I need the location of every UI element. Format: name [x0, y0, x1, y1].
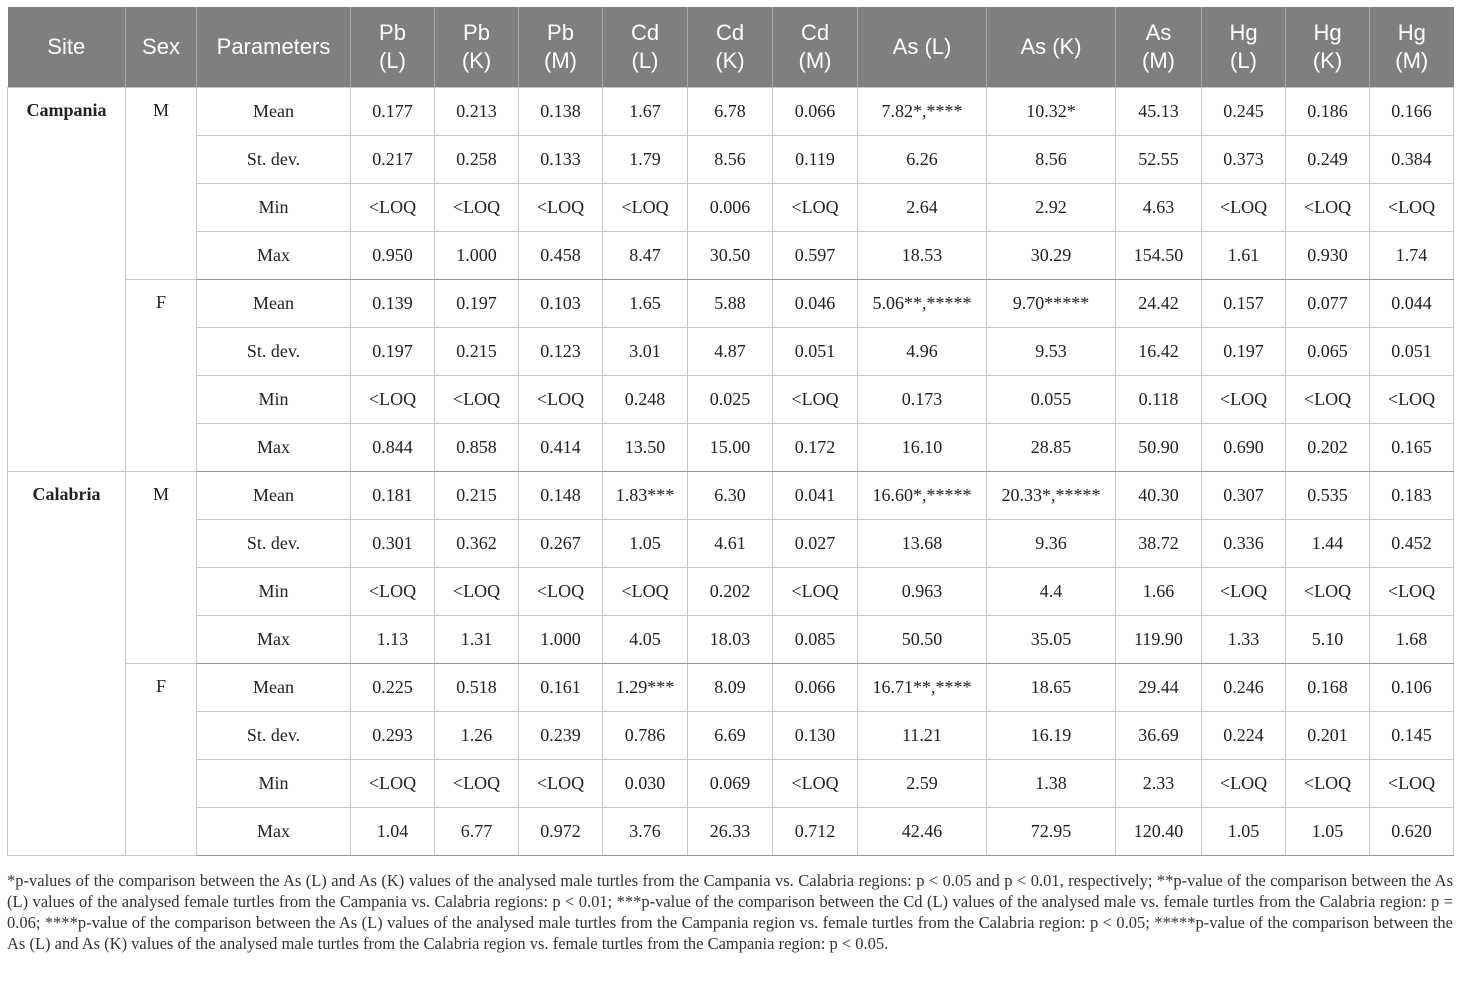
column-header	[197, 7, 351, 88]
value-cell: 0.225	[351, 664, 435, 712]
column-header-label: (M)	[544, 48, 577, 73]
table-row	[8, 376, 1454, 424]
column-header-label: (L)	[1230, 48, 1257, 73]
column-header-label: As (L)	[892, 34, 952, 59]
value-cell: 0.046	[773, 280, 858, 328]
sex-cell: M	[126, 88, 197, 280]
value-cell: 6.69	[688, 712, 773, 760]
parameter-cell: Min	[197, 376, 351, 424]
column-header-label: (K)	[1312, 48, 1343, 73]
column-header-label: Hg	[1397, 20, 1426, 45]
sex-cell: M	[126, 472, 197, 664]
parameter-cell: Mean	[197, 88, 351, 136]
value-cell: 30.29	[987, 232, 1116, 280]
value-cell: 2.92	[987, 184, 1116, 232]
value-cell: 0.712	[773, 808, 858, 856]
site-cell: Campania	[8, 88, 126, 472]
value-cell: 26.33	[688, 808, 773, 856]
value-cell: 16.10	[858, 424, 987, 472]
value-cell: 0.106	[1370, 664, 1454, 712]
column-header-label: (M)	[798, 48, 832, 73]
value-cell: <LOQ	[1202, 184, 1286, 232]
value-cell: 0.858	[435, 424, 519, 472]
value-cell: 0.118	[1116, 376, 1202, 424]
value-cell: 29.44	[1116, 664, 1202, 712]
value-cell: 24.42	[1116, 280, 1202, 328]
value-cell: 30.50	[688, 232, 773, 280]
value-cell: 0.452	[1370, 520, 1454, 568]
value-cell: 1.68	[1370, 616, 1454, 664]
value-cell: <LOQ	[519, 184, 603, 232]
value-cell: 1.05	[1286, 808, 1370, 856]
value-cell: <LOQ	[603, 184, 688, 232]
value-cell: 8.09	[688, 664, 773, 712]
column-header	[519, 7, 603, 88]
value-cell: 0.119	[773, 136, 858, 184]
value-cell: 8.56	[987, 136, 1116, 184]
value-cell: 4.61	[688, 520, 773, 568]
column-header	[1286, 7, 1370, 88]
value-cell: <LOQ	[1202, 376, 1286, 424]
value-cell: 38.72	[1116, 520, 1202, 568]
value-cell: 0.362	[435, 520, 519, 568]
value-cell: 28.85	[987, 424, 1116, 472]
value-cell: 0.249	[1286, 136, 1370, 184]
value-cell: 0.258	[435, 136, 519, 184]
value-cell: 0.157	[1202, 280, 1286, 328]
value-cell: 1.33	[1202, 616, 1286, 664]
value-cell: 16.71**,****	[858, 664, 987, 712]
value-cell: 1.31	[435, 616, 519, 664]
value-cell: <LOQ	[1286, 568, 1370, 616]
value-cell: <LOQ	[435, 376, 519, 424]
parameter-cell: Mean	[197, 280, 351, 328]
value-cell: 0.690	[1202, 424, 1286, 472]
value-cell: 0.267	[519, 520, 603, 568]
value-cell: 0.224	[1202, 712, 1286, 760]
column-header	[1202, 7, 1286, 88]
value-cell: 1.05	[1202, 808, 1286, 856]
column-header	[858, 7, 987, 88]
value-cell: 0.301	[351, 520, 435, 568]
value-cell: 1.26	[435, 712, 519, 760]
column-header-label: Hg	[1313, 20, 1342, 45]
value-cell: 1.66	[1116, 568, 1202, 616]
parameter-cell: Min	[197, 568, 351, 616]
value-cell: 0.041	[773, 472, 858, 520]
value-cell: 9.36	[987, 520, 1116, 568]
value-cell: 0.027	[773, 520, 858, 568]
value-cell: 35.05	[987, 616, 1116, 664]
value-cell: 0.786	[603, 712, 688, 760]
column-header-label: Site	[47, 34, 86, 59]
value-cell: 4.63	[1116, 184, 1202, 232]
table-row	[8, 136, 1454, 184]
table-footnote: *p-values of the comparison between the As (L) and As (K) values of the analysed male turtles from the Campania vs. Calabria regions: p < 0.05 and p < 0.01, respectively; **p-value of the comparison between the As (L) values of the analysed female turtles from the Campania vs. Calabria regions: p < 0.01; ***p-value of the comparison between the Cd (L) values of the analysed male vs. female turtles from the Calabria region: p = 0.06; ****p-value of the comparison between the As (L) values of the analysed male turtles from the Campania region vs. female turtles from the Calabria region: p < 0.05; *****p-value of the comparison between the As (L) and As (K) values of the analysed male turtles from the Calabria region vs. female turtles from the Campania region: p < 0.05.	[7, 871, 1453, 953]
value-cell: <LOQ	[435, 568, 519, 616]
value-cell: 0.535	[1286, 472, 1370, 520]
value-cell: 7.82*,****	[858, 88, 987, 136]
table-row	[8, 328, 1454, 376]
value-cell: 2.64	[858, 184, 987, 232]
table-row	[8, 568, 1454, 616]
column-header-label: (K)	[461, 48, 492, 73]
value-cell: 0.458	[519, 232, 603, 280]
value-cell: 0.168	[1286, 664, 1370, 712]
value-cell: <LOQ	[1370, 568, 1454, 616]
column-header	[603, 7, 688, 88]
value-cell: 0.597	[773, 232, 858, 280]
value-cell: 40.30	[1116, 472, 1202, 520]
value-cell: <LOQ	[1370, 184, 1454, 232]
value-cell: 0.963	[858, 568, 987, 616]
column-header-label: As (K)	[1020, 34, 1082, 59]
value-cell: 0.215	[435, 328, 519, 376]
parameter-cell: Max	[197, 808, 351, 856]
table-row	[8, 280, 1454, 328]
value-cell: 0.373	[1202, 136, 1286, 184]
parameter-cell: Max	[197, 616, 351, 664]
column-header	[435, 7, 519, 88]
table-row	[8, 808, 1454, 856]
value-cell: 13.50	[603, 424, 688, 472]
column-header	[987, 7, 1116, 88]
value-cell: 0.138	[519, 88, 603, 136]
value-cell: 1.61	[1202, 232, 1286, 280]
column-header-label: Sex	[142, 34, 180, 59]
parameter-cell: Min	[197, 184, 351, 232]
value-cell: 45.13	[1116, 88, 1202, 136]
header-row	[8, 7, 1454, 88]
value-cell: 20.33*,*****	[987, 472, 1116, 520]
column-header	[773, 7, 858, 88]
table-row	[8, 88, 1454, 136]
value-cell: 1.29***	[603, 664, 688, 712]
value-cell: <LOQ	[1202, 760, 1286, 808]
table-row	[8, 232, 1454, 280]
value-cell: 1.13	[351, 616, 435, 664]
value-cell: <LOQ	[519, 376, 603, 424]
value-cell: 9.53	[987, 328, 1116, 376]
value-cell: 16.60*,*****	[858, 472, 987, 520]
value-cell: <LOQ	[351, 184, 435, 232]
value-cell: 0.518	[435, 664, 519, 712]
value-cell: 0.950	[351, 232, 435, 280]
value-cell: 0.165	[1370, 424, 1454, 472]
value-cell: 0.197	[351, 328, 435, 376]
value-cell: <LOQ	[1202, 568, 1286, 616]
value-cell: 0.930	[1286, 232, 1370, 280]
parameter-cell: Max	[197, 232, 351, 280]
value-cell: 18.65	[987, 664, 1116, 712]
column-header-label: (L)	[379, 48, 406, 73]
value-cell: 8.47	[603, 232, 688, 280]
column-header-label: Cd	[630, 20, 660, 45]
value-cell: 13.68	[858, 520, 987, 568]
column-header-label: Pb	[463, 20, 490, 45]
value-cell: 52.55	[1116, 136, 1202, 184]
value-cell: 0.293	[351, 712, 435, 760]
value-cell: 0.186	[1286, 88, 1370, 136]
column-header-label: (L)	[631, 48, 659, 73]
value-cell: 4.87	[688, 328, 773, 376]
value-cell: 0.215	[435, 472, 519, 520]
column-header-label: Pb	[379, 20, 406, 45]
value-cell: 4.96	[858, 328, 987, 376]
table-row	[8, 616, 1454, 664]
value-cell: 1.04	[351, 808, 435, 856]
value-cell: 2.59	[858, 760, 987, 808]
value-cell: 0.217	[351, 136, 435, 184]
value-cell: 5.10	[1286, 616, 1370, 664]
value-cell: 0.103	[519, 280, 603, 328]
value-cell: 0.172	[773, 424, 858, 472]
value-cell: 1.74	[1370, 232, 1454, 280]
value-cell: 0.123	[519, 328, 603, 376]
value-cell: 0.145	[1370, 712, 1454, 760]
value-cell: 1.67	[603, 88, 688, 136]
value-cell: <LOQ	[773, 568, 858, 616]
value-cell: 50.50	[858, 616, 987, 664]
sex-cell: F	[126, 664, 197, 856]
value-cell: 0.066	[773, 664, 858, 712]
value-cell: 4.05	[603, 616, 688, 664]
value-cell: 0.166	[1370, 88, 1454, 136]
parameter-cell: Mean	[197, 664, 351, 712]
value-cell: 0.006	[688, 184, 773, 232]
value-cell: 0.173	[858, 376, 987, 424]
value-cell: 6.30	[688, 472, 773, 520]
value-cell: 0.384	[1370, 136, 1454, 184]
value-cell: 0.051	[773, 328, 858, 376]
value-cell: 0.077	[1286, 280, 1370, 328]
value-cell: 0.620	[1370, 808, 1454, 856]
value-cell: 0.044	[1370, 280, 1454, 328]
value-cell: 0.025	[688, 376, 773, 424]
value-cell: 0.066	[773, 88, 858, 136]
value-cell: 1.79	[603, 136, 688, 184]
column-header-label: Parameters	[216, 34, 331, 59]
column-header-label: Cd	[800, 20, 830, 45]
value-cell: 50.90	[1116, 424, 1202, 472]
value-cell: 0.133	[519, 136, 603, 184]
value-cell: 0.183	[1370, 472, 1454, 520]
value-cell: 0.055	[987, 376, 1116, 424]
value-cell: 1.44	[1286, 520, 1370, 568]
value-cell: 0.148	[519, 472, 603, 520]
value-cell: 16.19	[987, 712, 1116, 760]
value-cell: 1.000	[435, 232, 519, 280]
value-cell: 0.245	[1202, 88, 1286, 136]
value-cell: 0.307	[1202, 472, 1286, 520]
value-cell: 0.336	[1202, 520, 1286, 568]
value-cell: 1.000	[519, 616, 603, 664]
value-cell: 15.00	[688, 424, 773, 472]
value-cell: 0.248	[603, 376, 688, 424]
value-cell: 0.065	[1286, 328, 1370, 376]
value-cell: <LOQ	[519, 760, 603, 808]
value-cell: 119.90	[1116, 616, 1202, 664]
parameter-cell: St. dev.	[197, 520, 351, 568]
value-cell: 16.42	[1116, 328, 1202, 376]
column-header	[126, 7, 197, 88]
parameter-cell: St. dev.	[197, 328, 351, 376]
value-cell: 42.46	[858, 808, 987, 856]
column-header-label: Pb	[547, 20, 574, 45]
value-cell: 5.88	[688, 280, 773, 328]
value-cell: 18.03	[688, 616, 773, 664]
table-row	[8, 712, 1454, 760]
table-body	[8, 88, 1454, 856]
parameter-cell: Max	[197, 424, 351, 472]
value-cell: 0.085	[773, 616, 858, 664]
column-header	[1370, 7, 1454, 88]
value-cell: 0.213	[435, 88, 519, 136]
site-cell: Calabria	[8, 472, 126, 856]
value-cell: 9.70*****	[987, 280, 1116, 328]
value-cell: 154.50	[1116, 232, 1202, 280]
value-cell: <LOQ	[1286, 376, 1370, 424]
value-cell: 6.77	[435, 808, 519, 856]
value-cell: 1.65	[603, 280, 688, 328]
value-cell: 0.161	[519, 664, 603, 712]
value-cell: 0.069	[688, 760, 773, 808]
value-cell: <LOQ	[603, 568, 688, 616]
value-cell: 36.69	[1116, 712, 1202, 760]
column-header-label: (K)	[715, 48, 745, 73]
value-cell: 6.26	[858, 136, 987, 184]
value-cell: 120.40	[1116, 808, 1202, 856]
column-header-label: (M)	[1142, 48, 1175, 73]
value-cell: <LOQ	[773, 760, 858, 808]
value-cell: 8.56	[688, 136, 773, 184]
value-cell: <LOQ	[1370, 376, 1454, 424]
data-table	[7, 7, 1454, 856]
value-cell: 0.130	[773, 712, 858, 760]
value-cell: <LOQ	[351, 760, 435, 808]
column-header-label: Cd	[715, 20, 745, 45]
value-cell: 0.202	[1286, 424, 1370, 472]
column-header	[1116, 7, 1202, 88]
value-cell: 0.051	[1370, 328, 1454, 376]
value-cell: <LOQ	[351, 568, 435, 616]
column-header	[688, 7, 773, 88]
value-cell: 1.83***	[603, 472, 688, 520]
value-cell: 4.4	[987, 568, 1116, 616]
value-cell: 0.177	[351, 88, 435, 136]
value-cell: 11.21	[858, 712, 987, 760]
value-cell: 0.972	[519, 808, 603, 856]
column-header	[8, 7, 126, 88]
value-cell: 0.239	[519, 712, 603, 760]
table-row	[8, 424, 1454, 472]
column-header	[351, 7, 435, 88]
value-cell: 0.414	[519, 424, 603, 472]
value-cell: 3.76	[603, 808, 688, 856]
parameter-cell: St. dev.	[197, 712, 351, 760]
parameter-cell: Mean	[197, 472, 351, 520]
column-header-label: Hg	[1229, 20, 1258, 45]
value-cell: 3.01	[603, 328, 688, 376]
table-row	[8, 472, 1454, 520]
table-row	[8, 664, 1454, 712]
table-row	[8, 520, 1454, 568]
value-cell: 18.53	[858, 232, 987, 280]
value-cell: 0.197	[435, 280, 519, 328]
value-cell: <LOQ	[435, 184, 519, 232]
value-cell: 0.202	[688, 568, 773, 616]
column-header-label: As	[1145, 20, 1172, 45]
table-row	[8, 760, 1454, 808]
value-cell: 0.201	[1286, 712, 1370, 760]
value-cell: 6.78	[688, 88, 773, 136]
value-cell: 0.139	[351, 280, 435, 328]
value-cell: <LOQ	[773, 184, 858, 232]
value-cell: 10.32*	[987, 88, 1116, 136]
value-cell: 2.33	[1116, 760, 1202, 808]
value-cell: <LOQ	[1370, 760, 1454, 808]
value-cell: 0.181	[351, 472, 435, 520]
table-row	[8, 184, 1454, 232]
value-cell: 0.844	[351, 424, 435, 472]
value-cell: 0.197	[1202, 328, 1286, 376]
value-cell: 1.05	[603, 520, 688, 568]
parameter-cell: Min	[197, 760, 351, 808]
value-cell: <LOQ	[351, 376, 435, 424]
value-cell: 0.246	[1202, 664, 1286, 712]
value-cell: 0.030	[603, 760, 688, 808]
value-cell: <LOQ	[1286, 184, 1370, 232]
value-cell: <LOQ	[435, 760, 519, 808]
sex-cell: F	[126, 280, 197, 472]
column-header-label: (M)	[1395, 48, 1429, 73]
value-cell: <LOQ	[519, 568, 603, 616]
value-cell: <LOQ	[773, 376, 858, 424]
value-cell: <LOQ	[1286, 760, 1370, 808]
value-cell: 5.06**,*****	[858, 280, 987, 328]
value-cell: 1.38	[987, 760, 1116, 808]
value-cell: 72.95	[987, 808, 1116, 856]
parameter-cell: St. dev.	[197, 136, 351, 184]
